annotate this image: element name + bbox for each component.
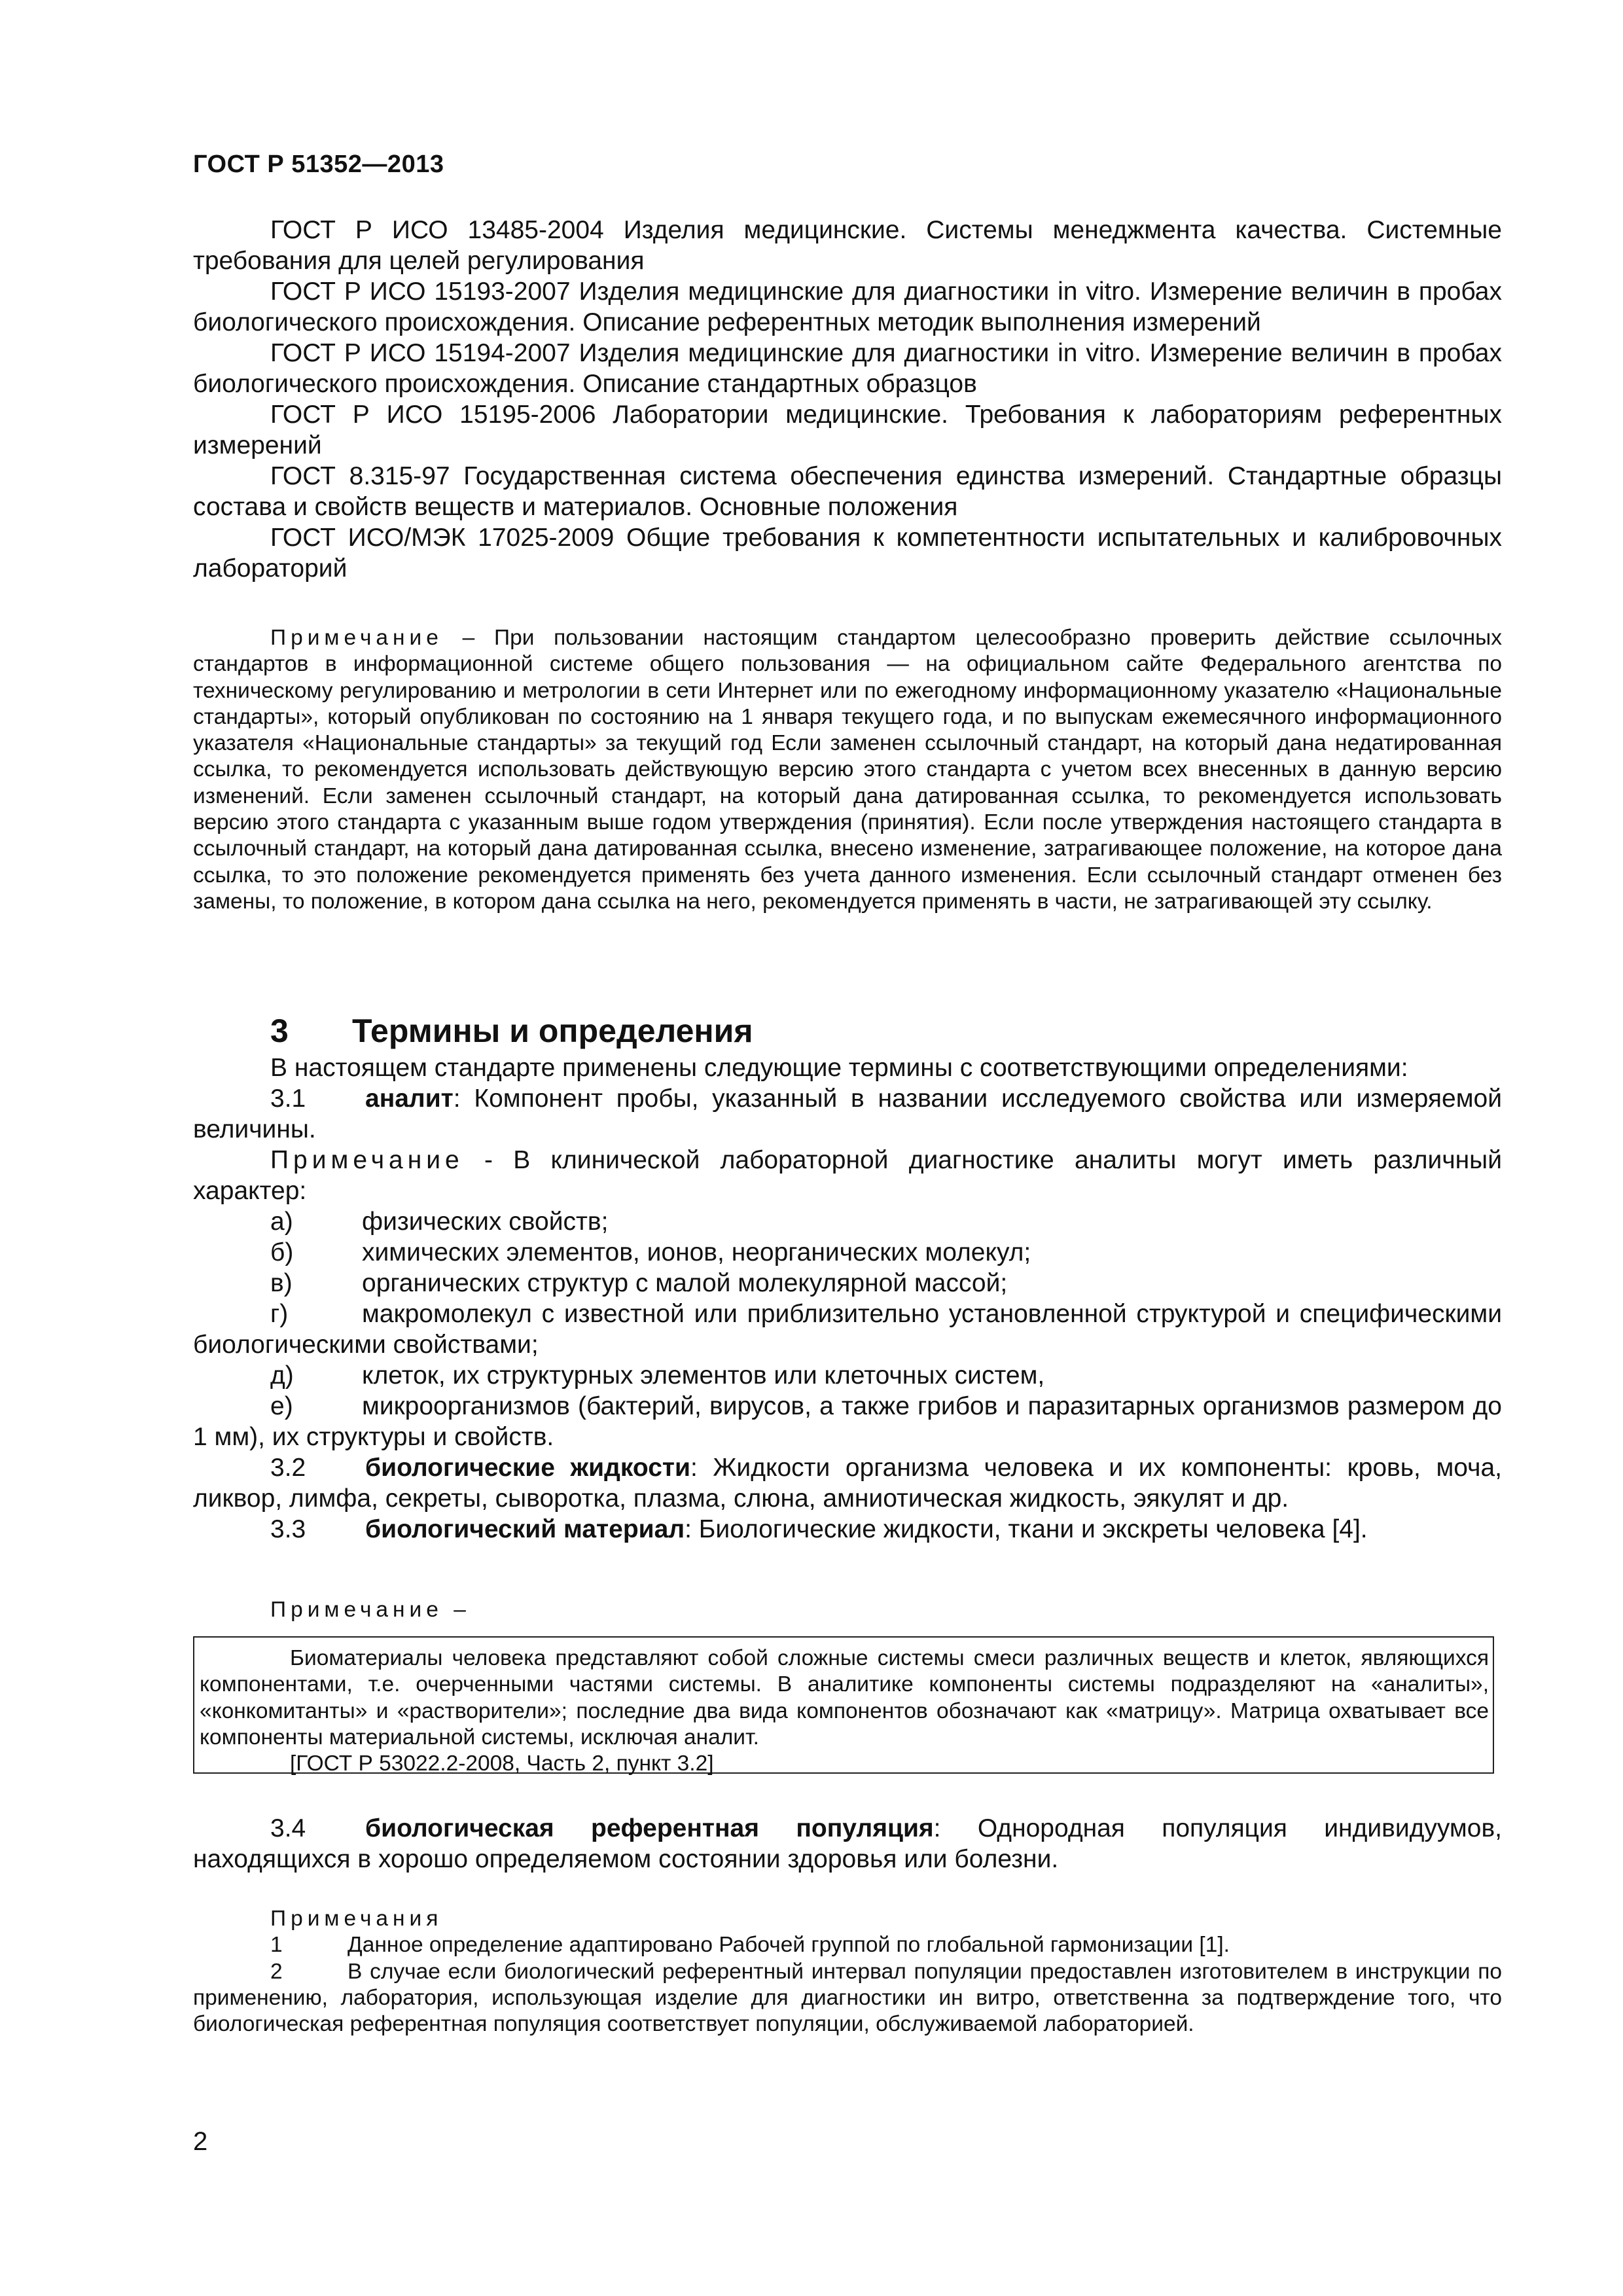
list-item: д) клеток, их структурных элементов или клеточных систем,: [270, 1361, 1045, 1390]
references-list: [193, 215, 1502, 584]
section-3-body: [193, 1052, 1502, 1545]
term-3-4: 3.4 биологическая референтная популяция: Однородная популяция индивидуумов, находящихся в хорошо определяемом состоянии здоровья или болезни.: [193, 1814, 1502, 1873]
reference-item: ГОСТ 8.315-97 Государственная система обеспечения единства измерений. Стандартные образцы состава и свойств веществ и материалов. Основные положения: [193, 462, 1502, 521]
term-3-1: 3.1 аналит: Компонент пробы, указанный в названии исследуемого свойства или измеряемой величины.: [193, 1085, 1502, 1143]
document-header: ГОСТ Р 51352—2013: [193, 151, 444, 178]
list-item: е) микроорганизмов (бактерий, вирусов, а также грибов и паразитарных организмов размером до 1 мм), их структуры и свойств.: [193, 1392, 1502, 1451]
note-item: 2 В случае если биологический референтный интервал популяции предоставлен изготовителем в инструкции по применению, лаборатория, использующая изделие для диагностики ин витро, ответственна за подтверждение того, что биологическая референтная популяция соответствует популяции, обслуживаемой лабораторией.: [193, 1959, 1502, 2037]
notes-label: Примечания: [270, 1907, 443, 1931]
box-reference: [ГОСТ Р 53022.2-2008, Часть 2, пункт 3.2]: [290, 1751, 714, 1776]
notes-3-4: [193, 1906, 1502, 2037]
boxed-definition: [193, 1636, 1494, 1774]
note-3-1: Примечание - В клинической лабораторной диагностике аналиты могут иметь различный характер:: [193, 1146, 1502, 1205]
term-3-2: 3.2 биологические жидкости: Жидкости организма человека и их компоненты: кровь, моча, ликвор, лимфа, секреты, сыворотка, плазма, слюна, амниотическая жидкость, эякулят и др.: [193, 1454, 1502, 1513]
note-text: – При пользовании настоящим стандартом целесообразно проверить действие ссылочных стандартов в информационной системе общего пользования — на официальном сайте Федерального агентства по техническому регулированию и метрологии в сети Интернет или по ежегодному информационному указателю «Национальные стандарты», который опубликован по состоянию на 1 января текущего года, и по выпускам ежемесячного информационного указателя «Национальные стандарты» за текущий год Если заменен ссылочный стандарт, на который дана недатированная ссылка, то рекомендуется использовать действующую версию этого стандарта с учетом всех внесенных в данную версию изменений. Если заменен ссылочный стандарт, на который дана датированная ссылка, то рекомендуется использовать версию этого стандарта с указанным выше годом утверждения (принятия). Если после утверждения настоящего стандарта в ссылочный стандарт, на который дана датированная ссылка, внесено изменение, затрагивающее положение, на которое дана ссылка, то это положение рекомендуется применять без учета данного изменения. Если ссылочный стандарт отменен без замены, то положение, в котором дана ссылка на него, рекомендуется применять в части, не затрагивающей эту ссылку.: [193, 626, 1502, 914]
list-item: а) физических свойств;: [270, 1208, 609, 1236]
reference-item: ГОСТ Р ИСО 13485-2004 Изделия медицинские. Системы менеджмента качества. Системные требования для целей регулирования: [193, 216, 1502, 275]
note-item: 1 Данное определение адаптировано Рабочей группой по глобальной гармонизации [1].: [270, 1933, 1230, 1958]
reference-item: ГОСТ Р ИСО 15195-2006 Лаборатории медицинские. Требования к лабораториям референтных измерений: [193, 401, 1502, 459]
reference-item: ГОСТ Р ИСО 15193-2007 Изделия медицинские для диагностики in vitro. Измерение величин в пробах биологического происхождения. Описание референтных методик выполнения измерений: [193, 278, 1502, 336]
references-note: [193, 625, 1502, 915]
term-3-4-wrap: [193, 1813, 1502, 1874]
section-intro: В настоящем стандарте применены следующие термины с соответствующими определениями:: [270, 1054, 1408, 1082]
note-label: Примечание: [270, 626, 443, 650]
note-3-3-label-wrap: [193, 1597, 1502, 1623]
list-item: г) макромолекул с известной или приблизительно установленной структурой и специфическими биологическими свойствами;: [193, 1300, 1502, 1359]
term-3-3: 3.3 биологический материал: Биологические жидкости, ткани и экскреты человека [4].: [270, 1515, 1368, 1543]
box-text: Биоматериалы человека представляют собой сложные системы смеси различных веществ и клеток, являющихся компонентами, т.е. очерченными частями системы. В аналитике компоненты системы подразделяют на «аналиты», «конкомитанты» и «растворители»; последние два вида компонентов обозначают как «матрицу». Матрица охватывает все компоненты материальной системы, исключая аналит.: [200, 1646, 1489, 1749]
page-number: 2: [193, 2127, 208, 2156]
note-3-3-label: Примечание –: [270, 1598, 471, 1622]
reference-item: ГОСТ Р ИСО 15194-2007 Изделия медицинские для диагностики in vitro. Измерение величин в пробах биологического происхождения. Описание стандартных образцов: [193, 339, 1502, 398]
list-item: в) органических структур с малой молекулярной массой;: [270, 1269, 1008, 1297]
section-heading: 3 Термины и определения: [270, 1013, 753, 1049]
list-item: б) химических элементов, ионов, неорганических молекул;: [270, 1238, 1031, 1266]
reference-item: ГОСТ ИСО/МЭК 17025-2009 Общие требования к компетентности испытательных и калибровочных лабораторий: [193, 524, 1502, 583]
